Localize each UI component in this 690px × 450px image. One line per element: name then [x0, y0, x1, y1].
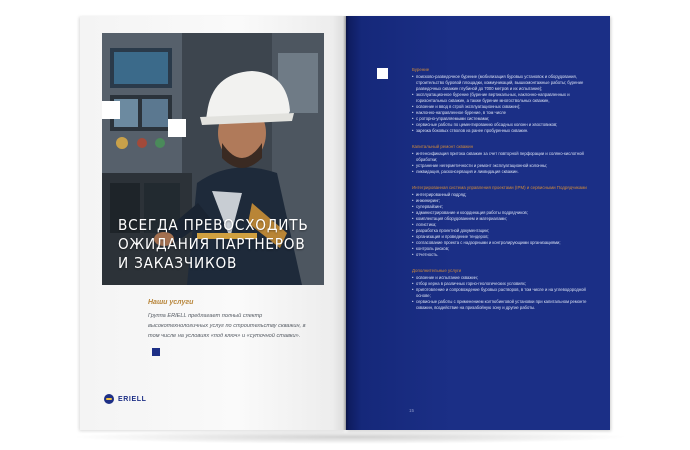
list-item: • зарезка боковых стволов из ранее пробуренных скважин.: [412, 128, 592, 134]
headline-line: ОЖИДАНИЯ ПАРТНЕРОВ: [118, 235, 306, 253]
list-item: • контроль рисков;: [412, 246, 592, 252]
list-item: • организация и проведение тендеров;: [412, 234, 592, 240]
list-item: • администрирование и координация работы подрядчиков;: [412, 210, 592, 216]
list-item: • устранение негерметичности и ремонт эксплуатационной колонны;: [412, 163, 592, 169]
headline-line: И ЗАКАЗЧИКОВ: [118, 254, 238, 272]
list-item: • освоение и испытание скважин;: [412, 275, 592, 281]
company-logo: [104, 393, 147, 405]
right-page: [346, 16, 610, 430]
decor-square: [102, 101, 120, 119]
section-title: Бурение: [412, 67, 430, 72]
list-item: • отчетность.: [412, 252, 592, 258]
left-page: [80, 16, 346, 430]
services-description: Группа ERIELL предлагает полный спектр высокотехнологичных услуг по строительству скважин, в том числе на условиях «под ключ» и «суточной ставки».: [148, 313, 306, 339]
list-item: • интегрированный подряд;: [412, 192, 592, 198]
list-item: • комплектация оборудованием и материалами;: [412, 216, 592, 222]
page-shadow: [70, 430, 630, 444]
list-item: • поисково-разведочное бурение (мобилизация буровых установок и оборудования, строительство буровой площадки, коммуникаций, вышкомонтажные работы; бурение разведочных скважин глубиной до 7000 метров и их испытание);: [412, 74, 592, 92]
list-item: • сервисные работы с применением колтюбинговой установки при капитальном ремонте скважин, воздействие на призабойную зону и другие работы.: [412, 299, 592, 311]
list-item: • освоение и ввод в строй эксплуатационных скважин);: [412, 104, 592, 110]
section-title: Дополнительные услуги: [412, 268, 462, 273]
list-item: • разработка проектной документации;: [412, 228, 592, 234]
section-title: Капитальный ремонт скважин: [412, 144, 473, 149]
section-list: [412, 275, 592, 311]
decor-square: [152, 348, 160, 356]
list-item: • логистика;: [412, 222, 592, 228]
list-item: • согласование проекта с надзорными и контролирующими организациями;: [412, 240, 592, 246]
logo-text: ERIELL: [118, 395, 147, 403]
list-item: • отбор керна в различных горно-геологических условиях;: [412, 281, 592, 287]
list-item: • инжиниринг;: [412, 198, 592, 204]
list-item: • наклонно-направленное бурение, в том числе: [412, 110, 592, 116]
headline-line: ВСЕГДА ПРЕВОСХОДИТЬ: [118, 216, 309, 234]
section-list: [412, 192, 592, 258]
list-item: • супервайзинг;: [412, 204, 592, 210]
section-title: Интегрированная система управления проектами (IPM) и сервисными Подрядчиками: [412, 185, 587, 190]
decor-square: [377, 68, 388, 79]
book-gutter: [343, 16, 349, 430]
services-title: Наши услуги: [148, 299, 194, 306]
list-item: • эксплуатационное бурение (бурение вертикальных, наклонно-направленных и горизонтальных скважин, а также бурение многоствольных скважин,: [412, 92, 592, 104]
list-item: • с роторно-управляемыми системами;: [412, 116, 592, 122]
page-number: 15: [409, 408, 415, 413]
list-item: • приготовление и сопровождение буровых растворов, в том числе и на углеводородной основе;: [412, 287, 592, 299]
headline: [118, 216, 309, 273]
cover-photo: [102, 33, 324, 285]
services-list: [412, 67, 592, 321]
list-item: • интенсификация притока скважин за счет повторной перфорации и соляно-кислотной обработки;: [412, 151, 592, 163]
decor-square: [168, 119, 186, 137]
list-item: • ликвидация, расконсервация и ликвидация скважин.: [412, 169, 592, 175]
section-list: [412, 74, 592, 134]
section-list: [412, 151, 592, 175]
list-item: • сервисные работы по цементированию обсадных колонн и хвостовиков;: [412, 122, 592, 128]
logo-icon: [104, 394, 114, 404]
